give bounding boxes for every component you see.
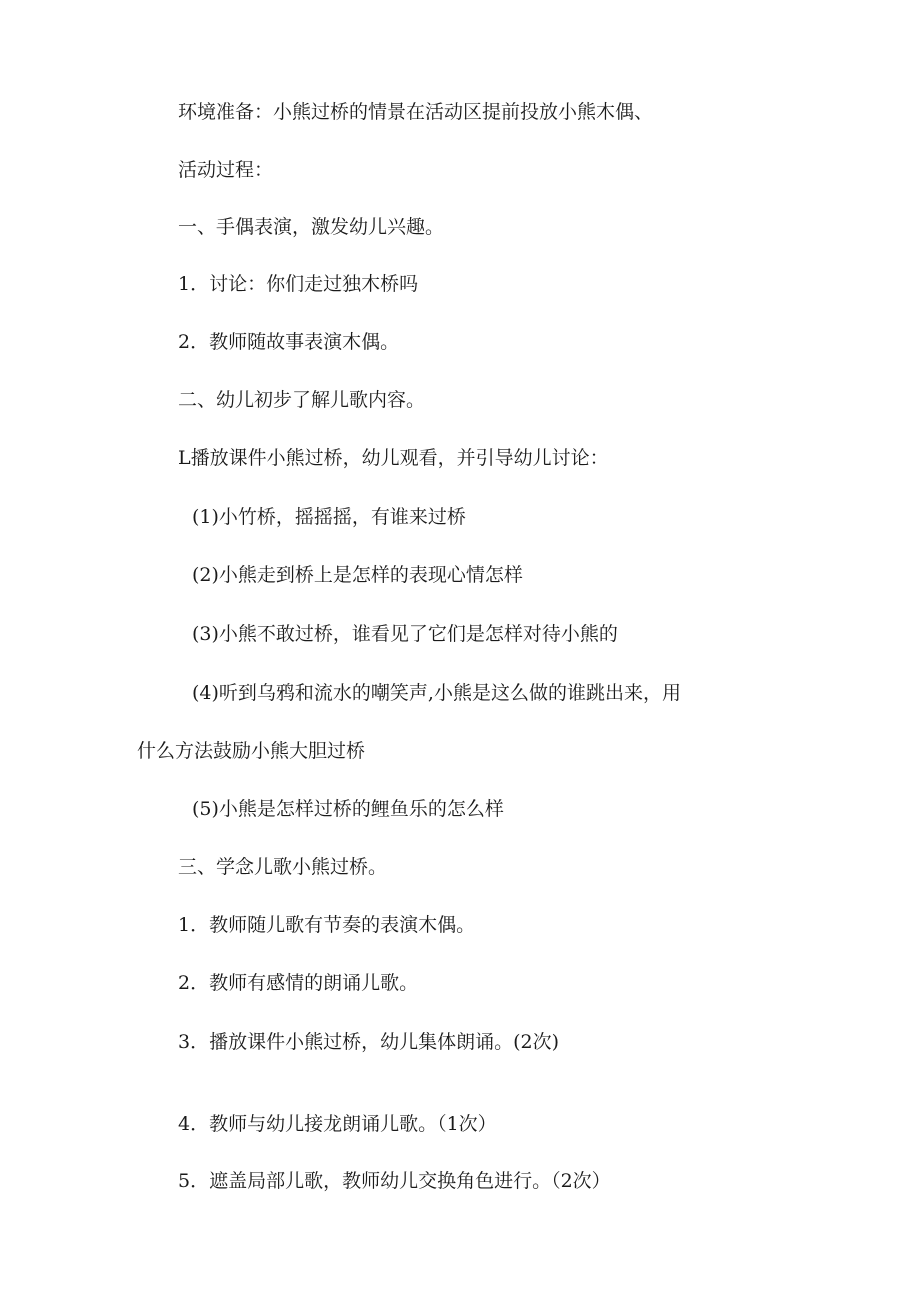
item-group-recite: 3．播放课件小熊过桥，幼儿集体朗诵。(2次) (178, 1031, 560, 1053)
section-three-heading: 三、学念儿歌小熊过桥。 (178, 856, 388, 878)
question-2: (2)小熊走到桥上是怎样的表现心情怎样 (192, 564, 523, 586)
item-role-swap: 5．遮盖局部儿歌，教师幼儿交换角色进行。（2次） (178, 1170, 611, 1192)
item-discussion: 1．讨论：你们走过独木桥吗 (178, 273, 419, 295)
item-emotional-recite: 2．教师有感情的朗诵儿歌。 (178, 972, 419, 994)
section-one-heading: 一、手偶表演，激发幼儿兴趣。 (178, 216, 445, 238)
question-3: (3)小熊不敢过桥，谁看见了它们是怎样对待小熊的 (192, 623, 618, 645)
item-rhythmic-puppet: 1．教师随儿歌有节奏的表演木偶。 (178, 914, 476, 936)
environment-prep-line: 环境准备：小熊过桥的情景在活动区提前投放小熊木偶、 (178, 101, 654, 123)
question-1: (1)小竹桥，摇摇摇，有谁来过桥 (192, 506, 466, 528)
item-play-courseware: L播放课件小熊过桥，幼儿观看，并引导幼儿讨论： (178, 447, 609, 469)
activity-process-heading: 活动过程： (178, 159, 274, 181)
question-4-continued: 什么方法鼓励小熊大胆过桥 (137, 740, 366, 762)
question-4: (4)听到乌鸦和流水的嘲笑声,小熊是这么做的谁跳出来，用 (192, 682, 681, 704)
item-relay-recite: 4．教师与幼儿接龙朗诵儿歌。（1次） (178, 1113, 497, 1135)
section-two-heading: 二、幼儿初步了解儿歌内容。 (178, 389, 426, 411)
question-5: (5)小熊是怎样过桥的鲤鱼乐的怎么样 (192, 798, 504, 820)
item-teacher-puppet: 2．教师随故事表演木偶。 (178, 331, 400, 353)
